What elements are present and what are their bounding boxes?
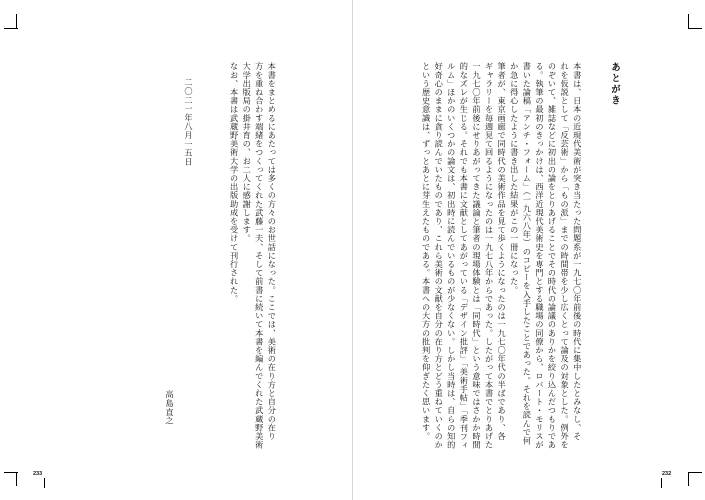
afterword-heading: あとがき (609, 62, 620, 106)
crop-mark (4, 472, 18, 473)
crop-mark (661, 478, 662, 488)
crop-mark (16, 14, 17, 28)
crop-mark (688, 472, 689, 486)
body-line: のぞいて、雑誌などに初出の論をとりあげることでその時代の論議のありかを絞り込んだつもりであ (547, 62, 558, 449)
crop-mark (688, 28, 702, 29)
body-line: なお、本書は武蔵野美術大学の出版助成を受けて刊行された。 (229, 62, 240, 303)
body-line: 好奇心のままに貪り読んでいたものであり、これら美術の文献を自分の在り方とどう重ねていくのか (434, 62, 445, 449)
body-line: か急に得心したように書き出した結果がこの一冊になった。 (509, 62, 520, 295)
body-line: れを仮説として「反芸術」から「もの派」までの時間帯を少し広くとって論及の対象とした。例外を (560, 62, 571, 449)
afterword-date: 二〇二一年八月一五日 (184, 78, 194, 166)
crop-mark (688, 472, 702, 473)
left-page-body (228, 62, 278, 449)
body-line: 筆者が、東京画廊で同時代の美術作品を見て歩くようになったのは一九七〇年代の半ばであり、各 (497, 62, 508, 441)
crop-mark (16, 472, 17, 486)
body-line: 方を重ね合わす端緒をつくってくれた武藤一夫、そして前書に続いて本書を編んでくれた武蔵野美術 (254, 62, 265, 449)
page-number-right: 232 (662, 471, 672, 477)
body-line: る。執筆の最初のきっかけは、西洋近現代美術史を専門とする職場の同僚から、ロバート・モリスが (534, 62, 545, 449)
body-line: という歴史意識は、ずっとあとに芽生えたものである。本書への大方の批判を仰ぎたく思います。 (421, 62, 432, 441)
crop-mark (44, 478, 45, 488)
body-line: 的なズレが生じる。それでも本書に文献としてあがっている「デザイン批評」「美術手帖」「季刊フィ (459, 62, 470, 450)
afterword-author: 高島直之 (165, 390, 175, 426)
body-line: 本書をまとめるにあたっては多くの方々のお世話になった。ここでは、美術の在り方と自分の在り (267, 62, 278, 441)
crop-mark (688, 14, 689, 28)
body-line: 大学出版局の掛井育の、お二人に感謝します。 (242, 62, 253, 243)
gutter-line (352, 0, 353, 500)
body-line: ギャラリーを毎週見て回るようになったのは一九七八年からであった。したがって本書でとりあげた (484, 62, 495, 449)
right-page-body (420, 62, 584, 450)
page-number-left: 233 (33, 471, 43, 477)
crop-mark (4, 28, 18, 29)
body-line: 本書は、日本の近現代美術が突き当たった問題系が一九七〇年前後の時代に集中したとみなし、そ (572, 62, 583, 441)
body-line: ルム」ほかのいくつかの論文は、初出時に読んでいるものが少なくない。しかし当時は、自らの知的 (446, 62, 457, 449)
body-line: 一九七〇年前後にせりあがってきた議論と筆者の現場体験とは「同時代」という意味ではさかか時間 (471, 62, 482, 449)
body-line: 書いた論稿「アンチ・フォーム」（一九六八年）のコピーを入手したことであった。それを読んで何 (522, 62, 533, 445)
